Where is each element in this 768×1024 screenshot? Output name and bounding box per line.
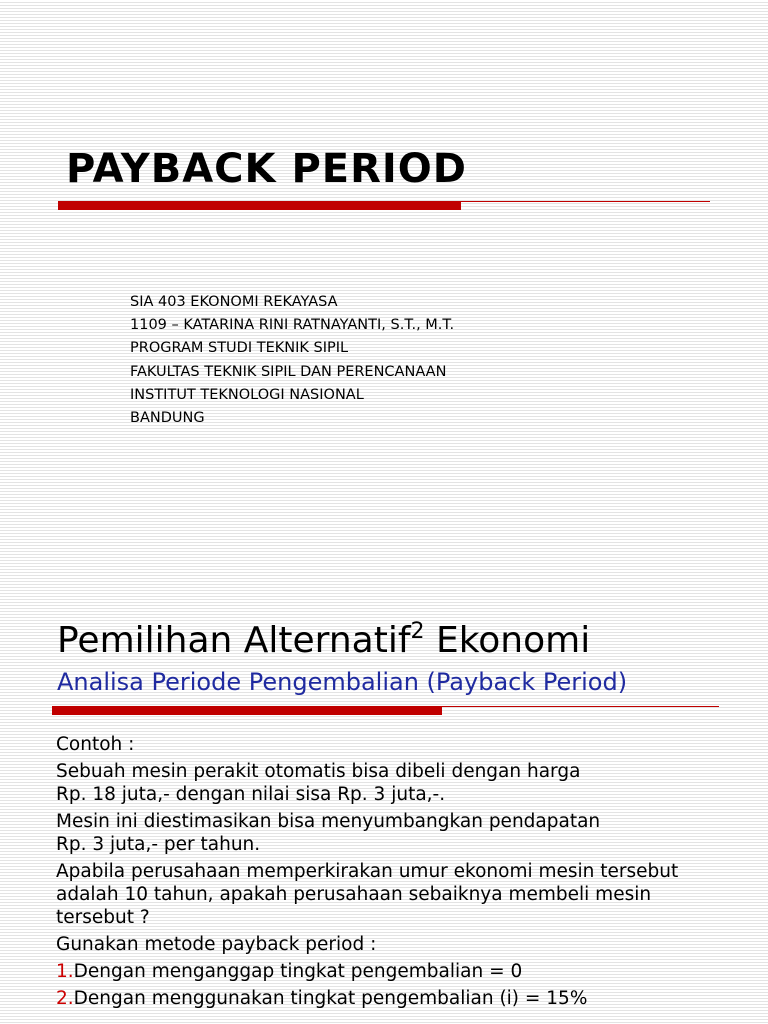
course-info	[130, 291, 454, 430]
paragraph-revenue: Mesin ini diestimasikan bisa menyumbangkan pendapatan Rp. 3 juta,- per tahun.	[56, 811, 601, 855]
list-number: 2.	[56, 988, 74, 1009]
slide2-heading-main: Pemilihan Alternatif	[57, 620, 411, 661]
subtitle-divider-thick	[52, 707, 442, 715]
list-number: 1.	[56, 961, 74, 982]
slide2-heading-superscript: 2	[410, 619, 425, 644]
slide2-heading-end: Ekonomi	[424, 620, 591, 661]
paragraph-question: Apabila perusahaan memperkirakan umur ekonomi mesin tersebut adalah 10 tahun, apakah perusahaan sebaiknya membeli mesin tersebut ?	[56, 861, 679, 928]
problem-text	[56, 733, 746, 1014]
slide-title-heading: PAYBACK PERIOD	[66, 146, 467, 192]
contoh-label: Contoh :	[56, 734, 135, 755]
paragraph-method: Gunakan metode payback period :	[56, 934, 377, 955]
course-code: SIA 403 EKONOMI REKAYASA	[130, 294, 338, 310]
faculty: FAKULTAS TEKNIK SIPIL DAN PERENCANAAN	[130, 363, 447, 380]
institute: INSTITUT TEKNOLOGI NASIONAL	[130, 386, 364, 403]
slide2-heading	[57, 620, 590, 661]
slide-content	[0, 600, 768, 1024]
list-text: Dengan menganggap tingkat pengembalian = 0	[73, 961, 523, 982]
study-program: PROGRAM STUDI TEKNIK SIPIL	[130, 340, 349, 357]
paragraph-machine-price: Sebuah mesin perakit otomatis bisa dibeli dengan harga Rp. 18 juta,- dengan nilai sisa Rp. 3 juta,-.	[56, 761, 581, 805]
city: BANDUNG	[130, 410, 205, 427]
list-item	[56, 960, 746, 983]
slide2-subtitle: Analisa Periode Pengembalian (Payback Period)	[57, 668, 628, 696]
list-text: Dengan menggunakan tingkat pengembalian (i) = 15%	[73, 988, 588, 1009]
title-divider-thick	[58, 202, 461, 210]
list-item	[56, 987, 746, 1010]
lecturer: 1109 – KATARINA RINI RATNAYANTI, S.T., M.T.	[130, 317, 455, 334]
